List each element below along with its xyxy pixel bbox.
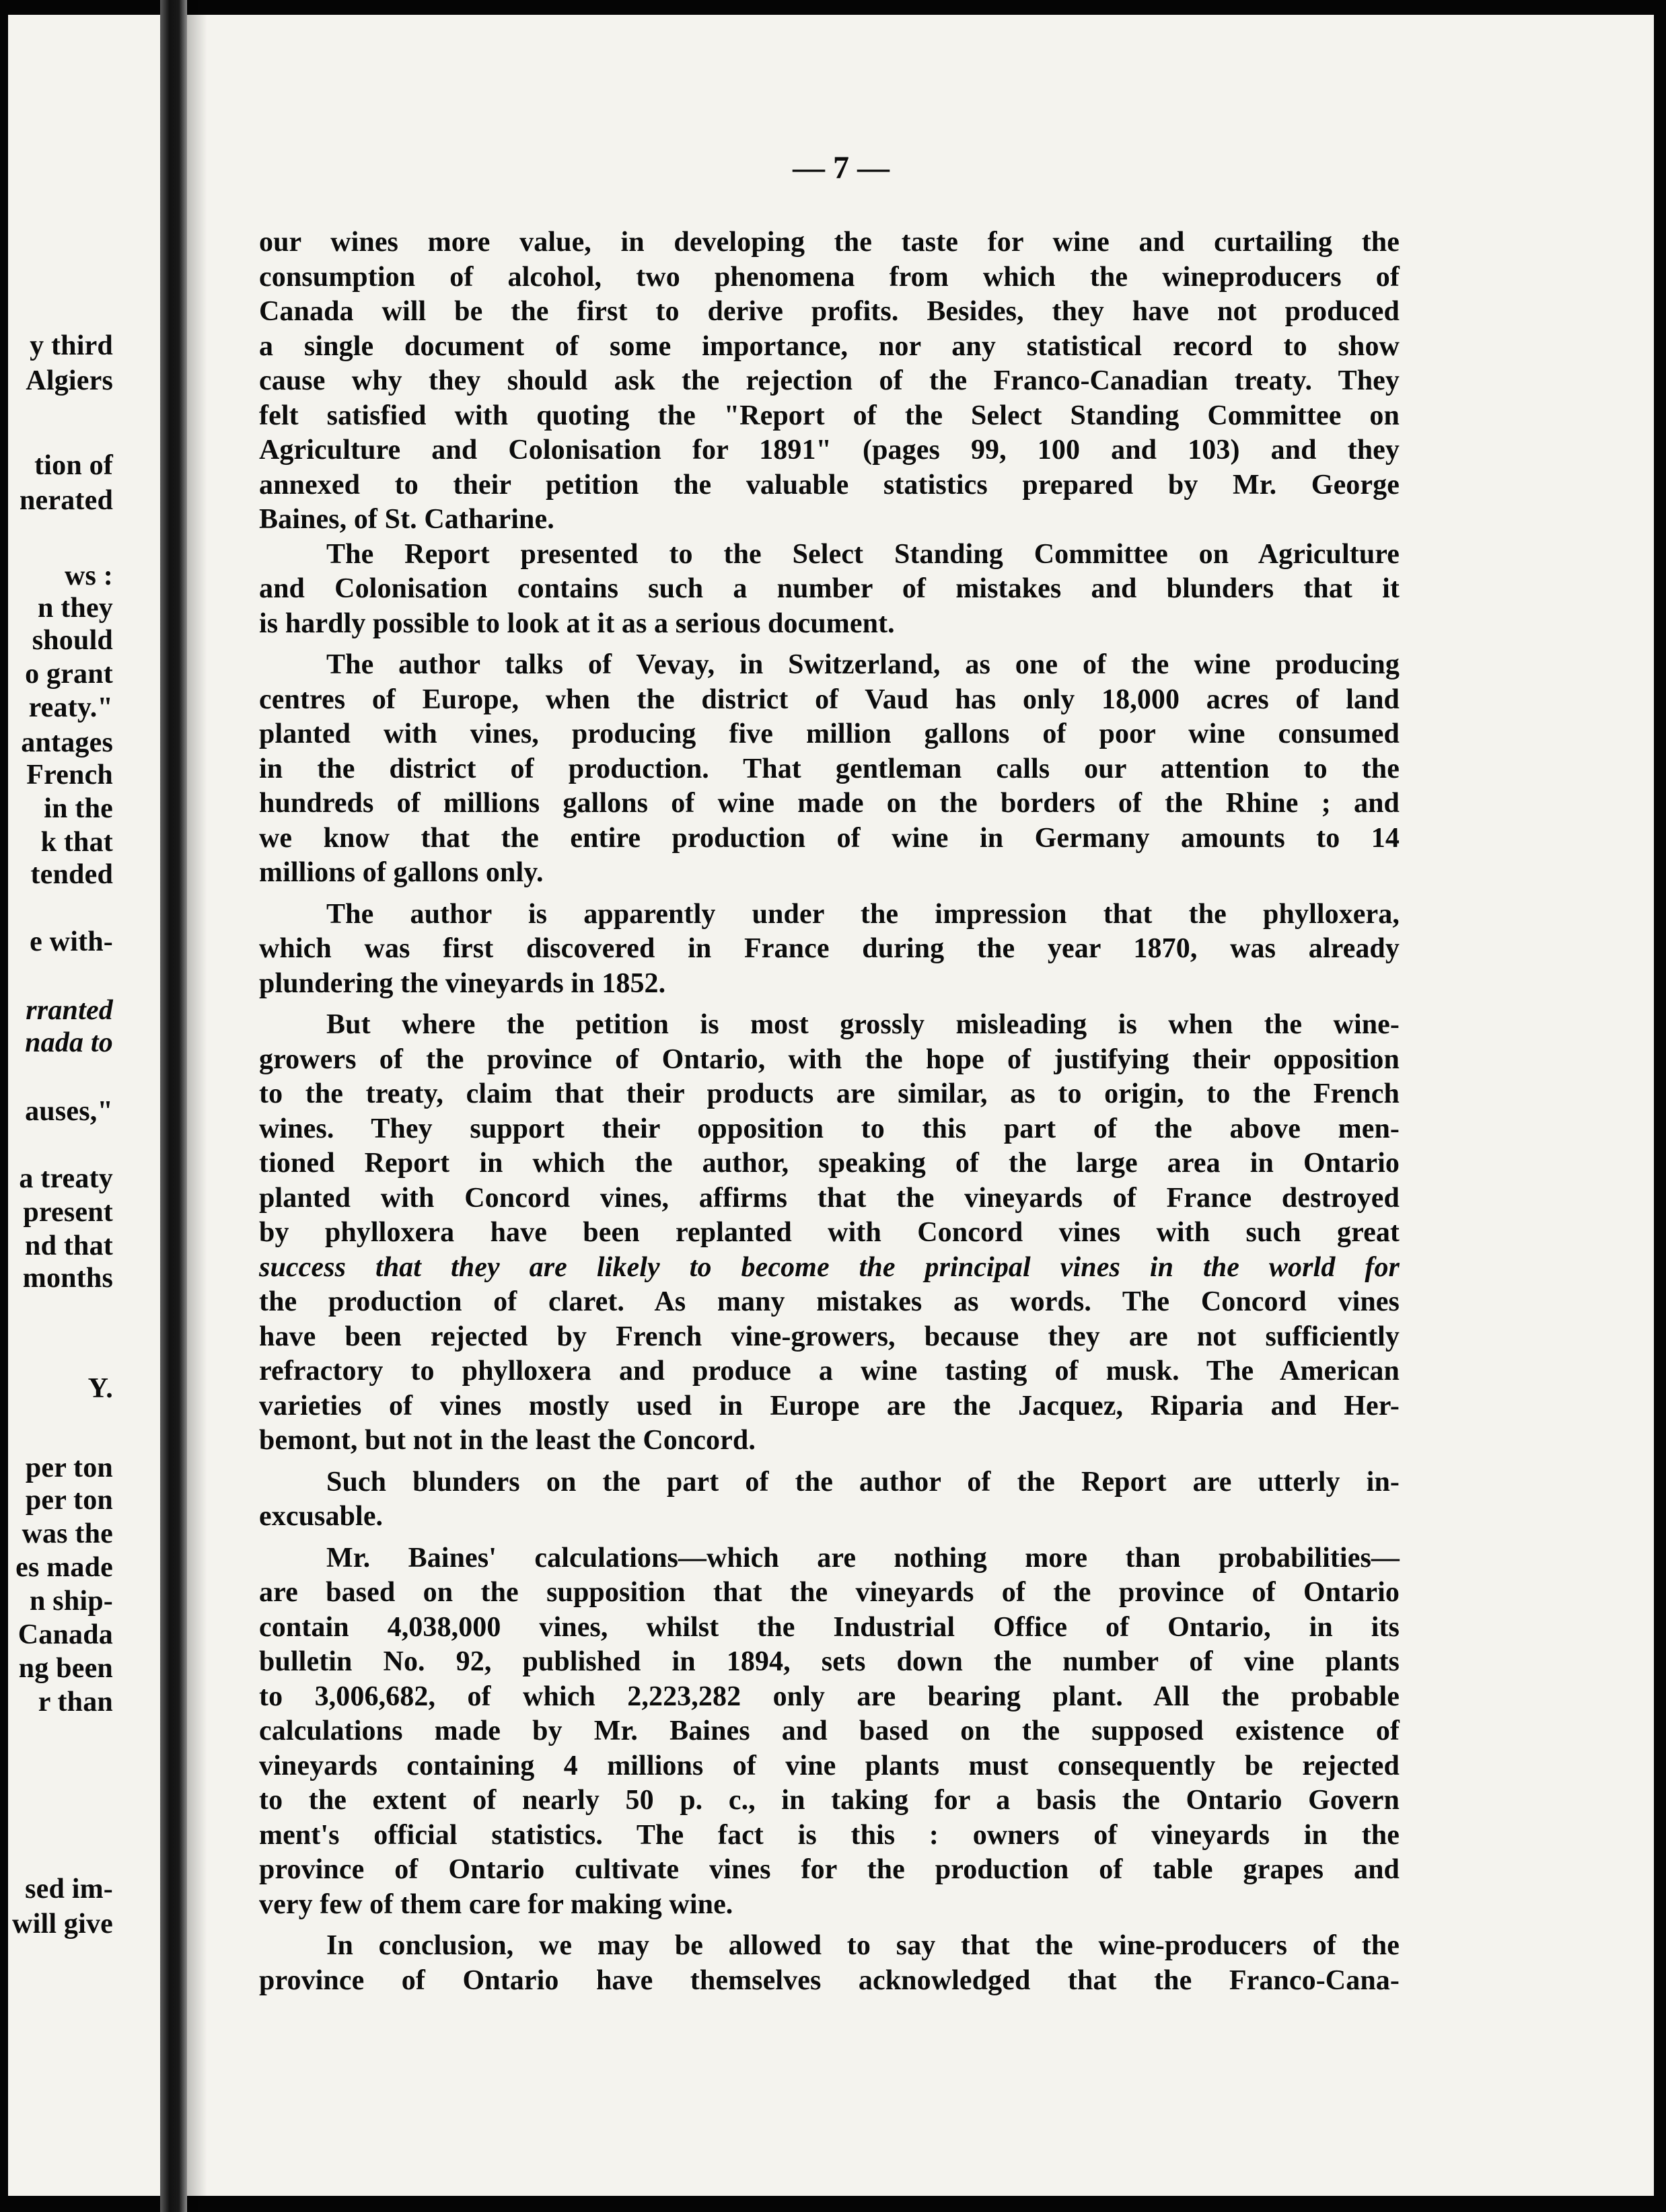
fragment-line: a treaty [19,1163,113,1194]
text-line: refractory to phylloxera and produce a wine tasting of musk. The American [259,1356,1400,1387]
gutter-shadow [187,0,207,2212]
fragment-line: tended [30,859,113,890]
book-gutter [160,0,187,2212]
text-line: consumption of alcohol, two phenomena from which the wineproducers of [259,261,1400,293]
text-line: province of Ontario cultivate vines for the production of table grapes and [259,1854,1400,1885]
fragment-line: o grant [25,659,113,690]
text-line: Such blunders on the part of the author of the Report are utterly in- [326,1466,1400,1498]
fragment-line: Y. [87,1373,113,1404]
text-line: excusable. [259,1501,384,1532]
fragment-line: antages [21,727,113,758]
text-line: The Report presented to the Select Standing Committee on Agriculture [326,538,1400,570]
fragment-line: k that [40,827,113,858]
text-line: centres of Europe, when the district of Vaud has only 18,000 acres of land [259,684,1400,715]
fragment-line: nd that [25,1230,113,1261]
scan-border-top [0,0,1666,15]
italic-phrase-line: annexed to their petition the valuable statistics prepared by Mr. George [259,469,1400,501]
fragment-line: should [32,625,113,656]
text-line: contain 4,038,000 vines, whilst the Industrial Office of Ontario, in its [259,1611,1400,1643]
text-line: millions of gallons only. [259,857,544,888]
text-line: have been rejected by French vine-growers, because they are not sufficiently [259,1321,1400,1352]
text-line: ment's official statistics. The fact is this : owners of vineyards in the [259,1819,1400,1851]
text-line: province of Ontario have themselves acknowledged that the Franco-Cana- [259,1964,1400,1996]
fragment-line: in the [44,793,113,824]
text-line: bemont, but not in the least the Concord. [259,1425,756,1456]
fragment-line: nerated [19,485,113,516]
fragment-line: was the [22,1518,113,1549]
fragment-line: Canada [17,1619,113,1650]
fragment-line: ws : [65,560,113,591]
text-line: The author is apparently under the impression that the phylloxera, [326,898,1400,930]
page-body [259,225,1400,1998]
fragment-line: y third [30,330,113,361]
text-line: But where the petition is most grossly misleading is when the wine- [326,1009,1400,1040]
fragment-line: ng been [18,1653,113,1684]
text-line: The author talks of Vevay, in Switzerland, as one of the wine producing [326,649,1400,680]
text-line: by phylloxera have been replanted with Concord vines with such great [259,1217,1400,1248]
page-number: — 7 — [793,150,890,186]
text-line: to 3,006,682, of which 2,223,282 only are bearing plant. All the probable [259,1681,1400,1712]
text-line: we know that the entire production of wine in Germany amounts to 14 [259,822,1400,854]
fragment-line: months [22,1263,113,1294]
text-line: In conclusion, we may be allowed to say that the wine-producers of the [326,1930,1400,1961]
text-line: to the extent of nearly 50 p. c., in taking for a basis the Ontario Govern [259,1785,1400,1816]
text-line: the production of claret. As many mistakes as words. The Concord vines [259,1286,1400,1317]
text-line: calculations made by Mr. Baines and based on the supposed existence of [259,1716,1400,1746]
text-line: Agriculture and Colonisation for 1891" (pages 99, 100 and 103) and they [259,435,1400,466]
text-line: Baines, of St. Catharine. [259,504,554,535]
text-line: and Colonisation contains such a number of mistakes and blunders that it [259,573,1400,604]
fragment-line: Algiers [26,365,113,396]
fragment-line: per ton [25,1452,113,1483]
scan-border-bottom [0,2196,1666,2212]
fragment-line: tion of [34,450,113,481]
text-line: planted with vines, producing five million gallons of poor wine consumed [259,718,1400,749]
text-line: Mr. Baines' calculations—which are nothing more than probabilities— [326,1542,1400,1574]
text-line: planted with Concord vines, affirms that the vineyards of France destroyed [259,1182,1400,1214]
text-line: which was first discovered in France during the year 1870, was already [259,933,1400,964]
text-line: are based on the supposition that the vineyards of the province of Ontario [259,1577,1400,1608]
fragment-line: reaty." [28,692,113,723]
text-line: hundreds of millions gallons of wine made on the borders of the Rhine ; and [259,788,1400,819]
text-line: to the treaty, claim that their products are similar, as to origin, to the French [259,1078,1400,1109]
text-line: is hardly possible to look at it as a serious document. [259,607,895,639]
fragment-line: will give [12,1909,113,1940]
facing-page-fragment [0,0,160,2212]
fragment-line: French [26,760,113,790]
text-line [259,468,1400,503]
fragment-line: e with- [30,926,113,957]
fragment-line: es made [15,1552,113,1583]
fragment-line: present [23,1197,113,1228]
text-line: Canada will be the first to derive profits. Besides, they have not produced [259,296,1400,327]
fragment-line: sed im- [25,1874,113,1905]
text-line: in the district of production. That gentleman calls our attention to the [259,753,1400,784]
fragment-line: nada to [25,1027,113,1058]
text-line: felt satisfied with quoting the "Report of the Select Standing Committee on [259,400,1400,431]
text-line: very few of them care for making wine. [259,1888,733,1920]
text-line: wines. They support their opposition to this part of the above men- [259,1113,1400,1144]
fragment-line: r than [38,1687,113,1718]
text-line: growers of the province of Ontario, with the hope of justifying their opposition [259,1043,1400,1075]
fragment-line: n they [37,593,113,624]
text-line: plundering the vineyards in 1852. [259,967,666,999]
text-line: cause why they should ask the rejection of the Franco-Canadian treaty. They [259,365,1400,396]
fragment-line: auses," [25,1096,113,1127]
text-line: a single document of some importance, nor any statistical record to show [259,330,1400,362]
text-line: tioned Report in which the author, speaking of the large area in Ontario [259,1148,1400,1179]
text-line: bulletin No. 92, published in 1894, sets down the number of vine plants [259,1646,1400,1677]
scan-border-right [1654,0,1666,2212]
fragment-line: per ton [25,1485,113,1516]
text-line: varieties of vines mostly used in Europe are the Jacquez, Riparia and Her- [259,1390,1400,1422]
text-line: vineyards containing 4 millions of vine plants must consequently be rejected [259,1750,1400,1781]
text-line: success that they are likely to become the principal vines in the world for [259,1251,1400,1283]
text-line: our wines more value, in developing the taste for wine and curtailing the [259,227,1400,258]
fragment-line: rranted [26,995,113,1026]
fragment-line: n ship- [30,1586,113,1617]
